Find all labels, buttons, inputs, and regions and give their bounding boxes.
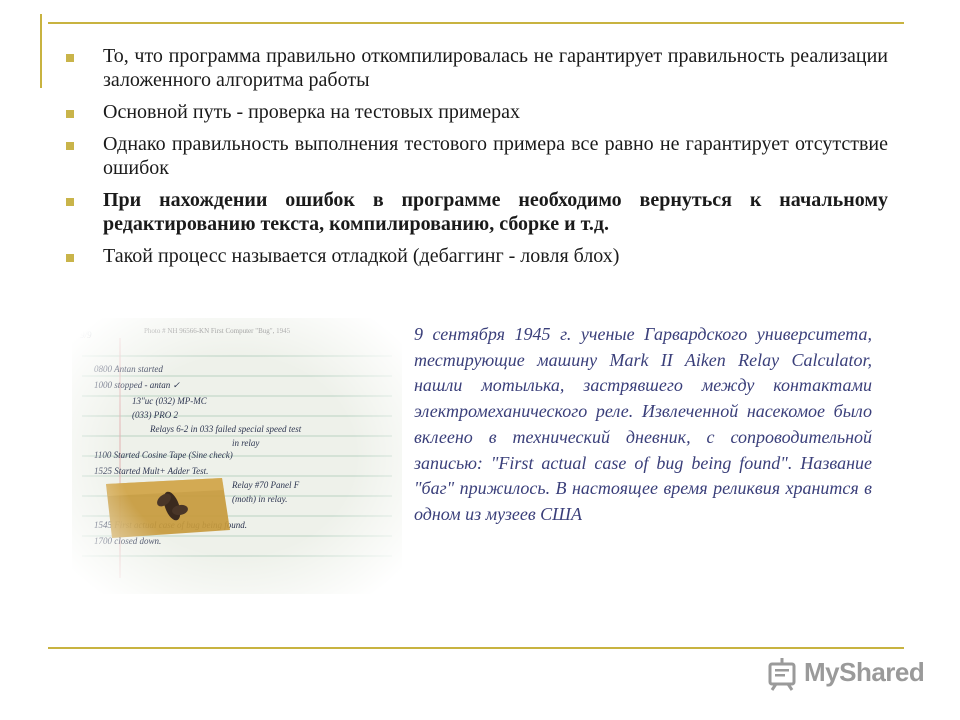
photo-caption: 9 сентября 1945 г. ученые Гарвардского университета, тестирующие машину Mark II Aiken Relay Calculator, нашли мотылька, застрявшего между контактами электромеханического реле. Извлеченной насекомое было вклеено в технический дневник, с сопроводительной записью: "First actual case of bug being found". Название "баг" прижилось. В настоящее время реликвия хранится в одном из музеев США [414, 324, 872, 524]
bullet-square-icon [66, 198, 74, 206]
bullet-list [66, 44, 888, 276]
bullet-text: Однако правильность выполнения тестового примера все равно не гарантирует отсутствие ошибок [103, 133, 888, 179]
bullet-item [66, 244, 888, 268]
bullet-text: То, что программа правильно откомпилировалась не гарантирует правильность реализации заложенного алгоритма работы [103, 45, 888, 91]
bullet-square-icon [66, 142, 74, 150]
myshared-logo[interactable] [766, 656, 926, 692]
presentation-board-icon [766, 656, 802, 692]
bullet-item [66, 188, 888, 236]
top-rule [48, 22, 904, 24]
bullet-item [66, 132, 888, 180]
bottom-rule [48, 647, 904, 649]
left-rule [40, 14, 42, 88]
bullet-item [66, 100, 888, 124]
logbook-photo [72, 318, 402, 594]
logo-text: MyShared [804, 657, 925, 687]
logbook-page-image [72, 318, 402, 594]
bullet-square-icon [66, 110, 74, 118]
bullet-text: Основной путь - проверка на тестовых примерах [103, 101, 521, 123]
bullet-text: При нахождении ошибок в программе необходимо вернуться к начальному редактированию текста, компилированию, сборке и т.д. [103, 189, 888, 235]
bullet-square-icon [66, 54, 74, 62]
bullet-item [66, 44, 888, 92]
bullet-text: Такой процесс называется отладкой (дебаггинг - ловля блох) [103, 245, 620, 267]
bullet-square-icon [66, 254, 74, 262]
